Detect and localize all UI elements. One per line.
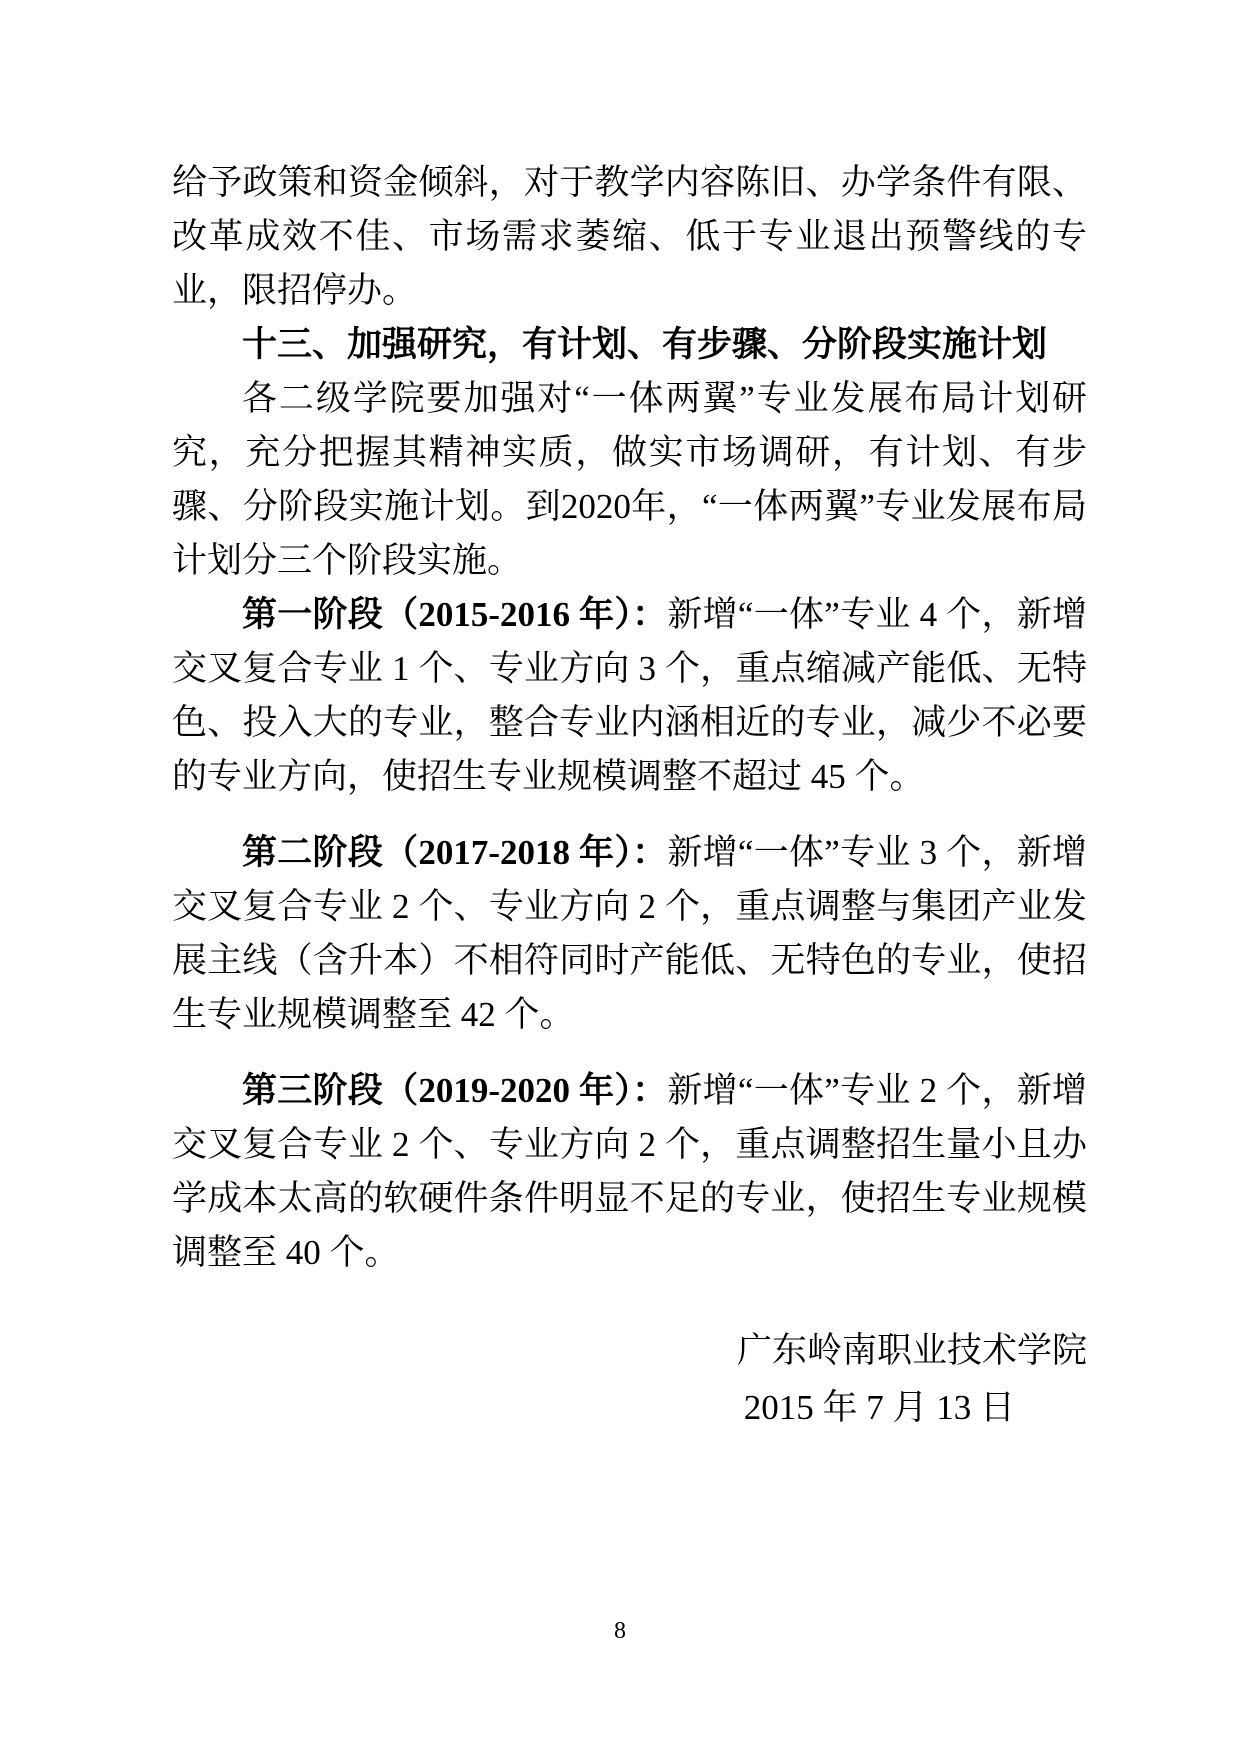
stage-1-text: 新增“一体”专业 4 个，新增交叉复合专业 1 个、专业方向 3 个，重点缩减产能低、无特色、投入大的专业，整合专业内涵相近的专业，减少不必要的专业方向，使招生专业规模调整不超过 45 个。: [172, 595, 1087, 796]
stage-3-text: 新增“一体”专业 2 个，新增交叉复合专业 2 个、专业方向 2 个，重点调整招生量小且办学成本太高的软硬件条件明显不足的专业，使招生专业规模调整至 40 个。: [172, 1071, 1087, 1272]
stage-3-label: 第三阶段（2019-2020 年）：: [242, 1071, 668, 1110]
section-heading: 十三、加强研究，有计划、有步骤、分阶段实施计划: [242, 325, 1048, 364]
paragraph-stage-2: [172, 826, 1087, 1042]
paragraph-overview: 各二级学院要加强对“一体两翼”专业发展布局计划研究，充分把握其精神实质，做实市场调研，有计划、有步骤、分阶段实施计划。到2020年，“一体两翼”专业发展布局计划分三个阶段实施。: [172, 379, 1087, 580]
signature-block: [172, 1322, 1087, 1436]
paragraph-continuation: 给予政策和资金倾斜，对于教学内容陈旧、办学条件有限、改革成效不佳、市场需求萎缩、低于专业退出预警线的专业，限招停办。: [172, 163, 1087, 310]
signature-date: 2015 年 7 月 13 日: [743, 1388, 1015, 1427]
stage-2-label: 第二阶段（2017-2018 年）：: [242, 833, 668, 872]
paragraph-stage-1: [172, 588, 1087, 804]
signature-organization: 广东岭南职业技术学院: [736, 1331, 1087, 1370]
document-body: [172, 156, 1087, 1436]
paragraph-stage-3: [172, 1064, 1087, 1280]
page-number: 8: [614, 1618, 626, 1644]
stage-1-label: 第一阶段（2015-2016 年）：: [242, 595, 668, 634]
stage-2-text: 新增“一体”专业 3 个，新增交叉复合专业 2 个、专业方向 2 个，重点调整与集团产业发展主线（含升本）不相符同时产能低、无特色的专业，使招生专业规模调整至 42 个。: [172, 833, 1087, 1034]
